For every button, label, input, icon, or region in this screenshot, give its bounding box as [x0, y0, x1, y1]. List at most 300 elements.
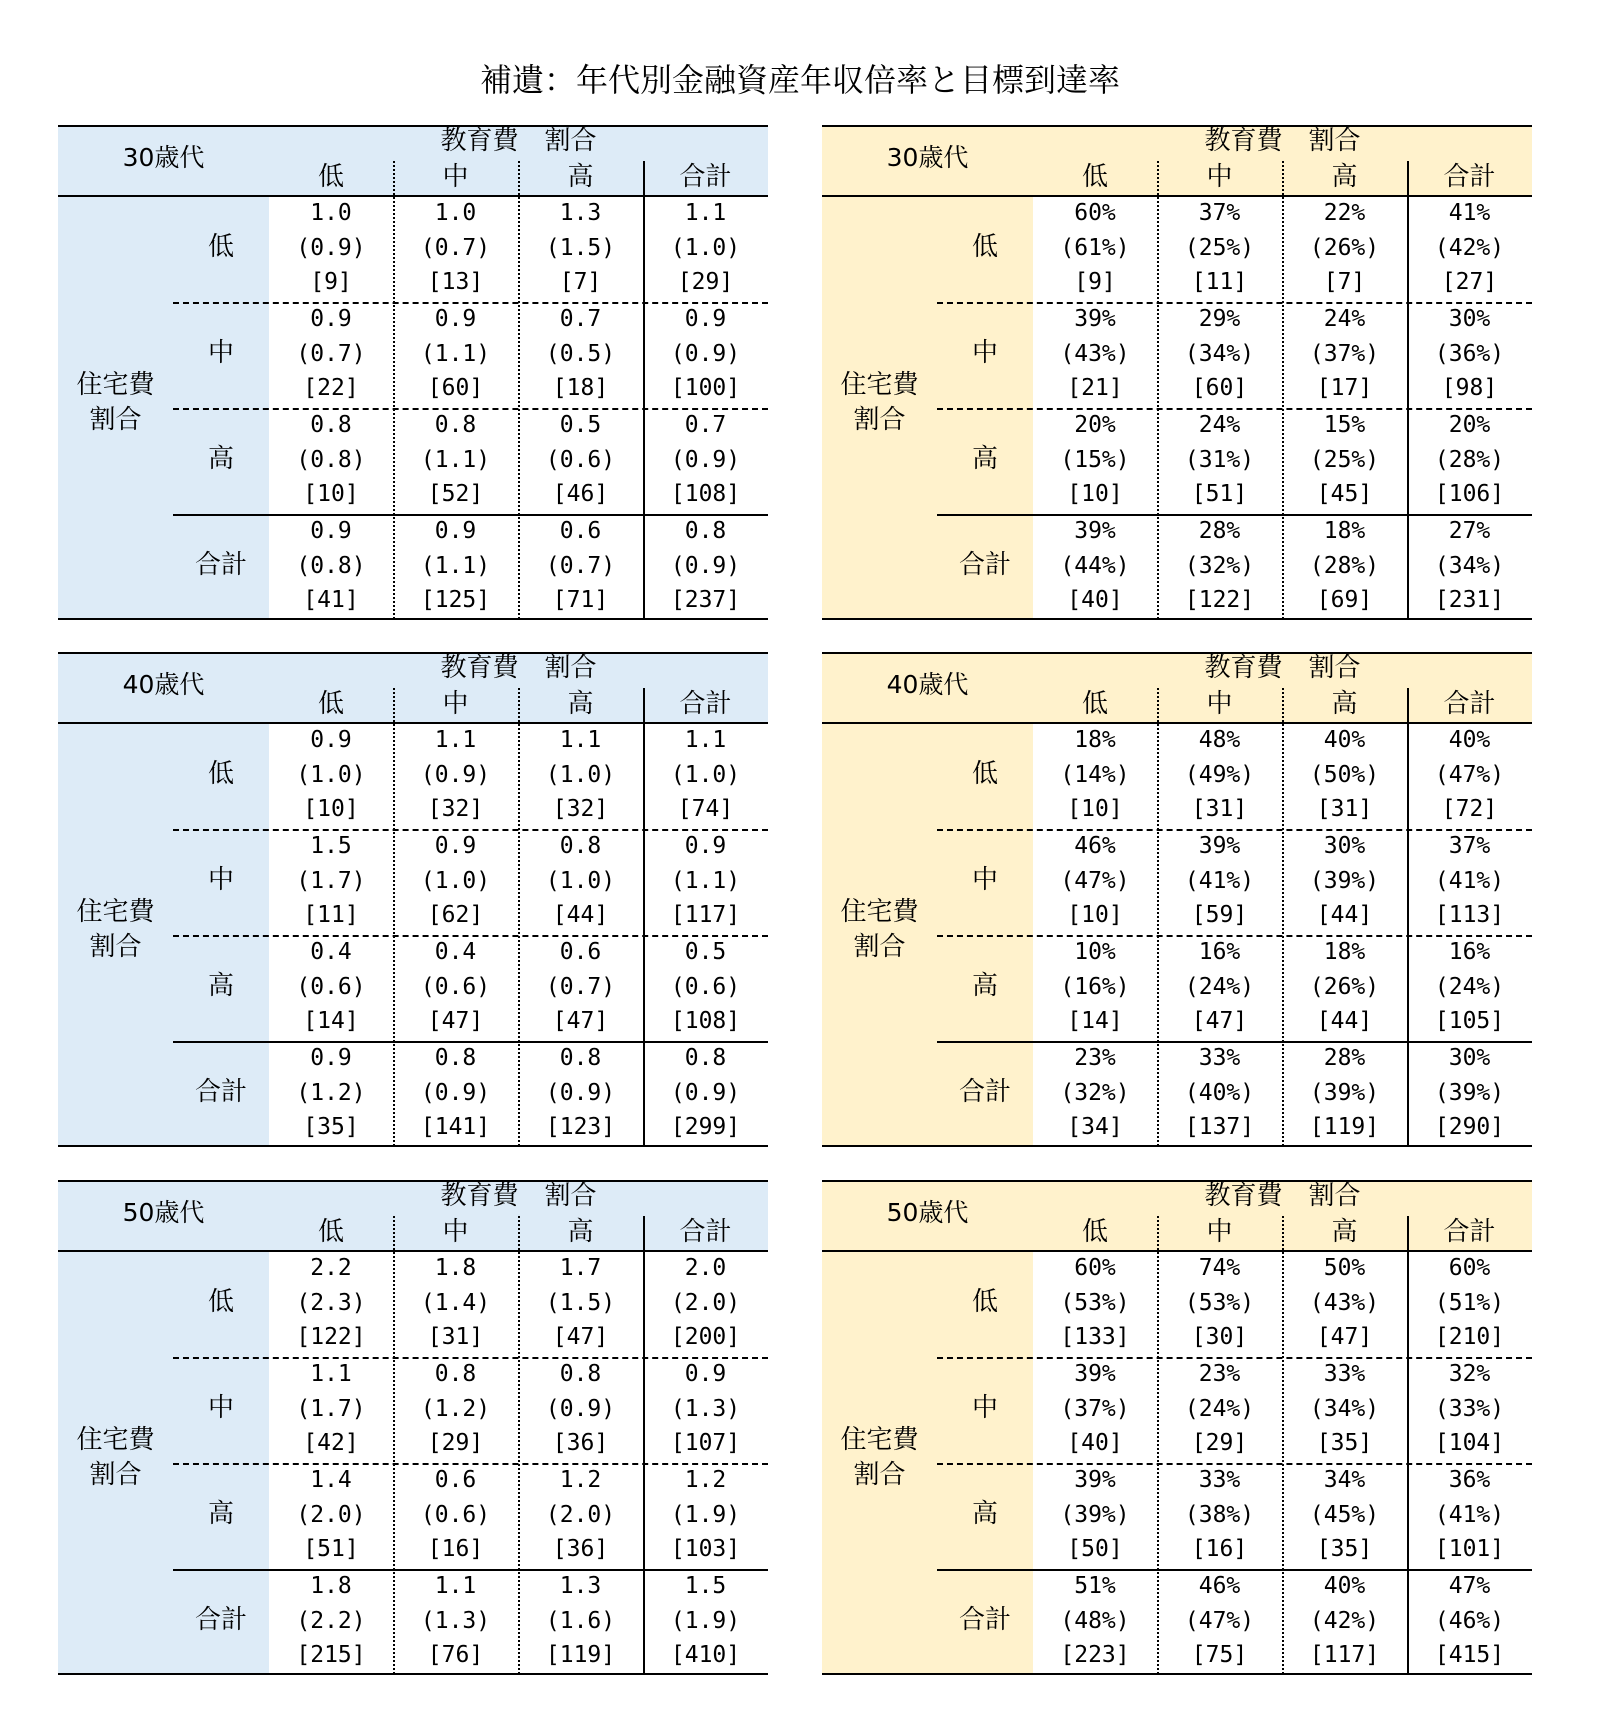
cell-mid-high-median: (37%)	[1309, 340, 1380, 367]
cell-total-low-value: 39%	[1074, 518, 1116, 544]
cell-high-low-median: (0.6)	[296, 973, 366, 1000]
cell-low-low-value: 60%	[1074, 200, 1116, 226]
cell-low-mid-median: (53%)	[1184, 1289, 1255, 1316]
cell-low-high-count: [7]	[559, 269, 602, 295]
cell-high-mid-count: [52]	[427, 481, 484, 507]
cell-low-total-value: 41%	[1448, 200, 1491, 226]
row-label-mid: 中	[971, 1393, 998, 1423]
cell-mid-low-median: (0.7)	[296, 340, 366, 367]
row-group-label-line2: 割合	[89, 932, 142, 962]
cell-low-high-median: (1.0)	[545, 761, 616, 788]
cell-low-low-median: (0.9)	[296, 234, 366, 261]
cell-total-high-median: (1.6)	[545, 1607, 616, 1634]
cell-low-mid-count: [31]	[427, 1324, 484, 1350]
cell-total-high-median: (39%)	[1309, 1079, 1380, 1106]
column-group-label: 教育費 割合	[440, 653, 597, 683]
cell-low-high-median: (1.5)	[545, 234, 616, 261]
cell-high-high-value: 18%	[1323, 939, 1366, 965]
cell-low-low-count: [10]	[303, 796, 359, 822]
cell-high-low-value: 0.8	[310, 412, 352, 438]
row-label-mid: 中	[971, 338, 998, 368]
cell-high-high-value: 34%	[1323, 1467, 1366, 1493]
cell-total-high-value: 0.6	[559, 518, 602, 544]
cell-low-mid-median: (0.7)	[420, 234, 491, 261]
row-label-high: 高	[971, 971, 998, 1001]
cell-total-high-count: [119]	[1309, 1114, 1380, 1140]
cell-mid-high-value: 0.8	[559, 833, 602, 859]
cell-total-total-median: (39%)	[1434, 1079, 1505, 1106]
cell-total-mid-median: (1.1)	[420, 552, 491, 579]
cell-total-total-count: [290]	[1434, 1114, 1505, 1140]
cell-high-total-value: 1.2	[684, 1467, 727, 1493]
row-label-total: 合計	[194, 1077, 247, 1107]
cell-total-mid-median: (1.3)	[420, 1607, 491, 1634]
cell-low-total-median: (51%)	[1434, 1289, 1505, 1316]
cell-total-high-median: (42%)	[1309, 1607, 1380, 1634]
cell-high-total-value: 0.5	[684, 939, 727, 965]
cell-mid-mid-value: 23%	[1198, 1361, 1241, 1387]
cell-high-low-value: 0.4	[310, 939, 352, 965]
cell-low-mid-median: (49%)	[1184, 761, 1255, 788]
row-label-total: 合計	[958, 1605, 1011, 1635]
cell-low-total-count: [27]	[1441, 269, 1498, 295]
cell-mid-high-value: 30%	[1323, 833, 1366, 859]
row-group-label-line1: 住宅費	[840, 1425, 919, 1455]
cell-mid-total-value: 0.9	[684, 1361, 727, 1387]
cell-low-low-median: (61%)	[1060, 234, 1130, 261]
cell-low-mid-median: (0.9)	[420, 761, 491, 788]
age-label: 30歳代	[886, 143, 969, 172]
bottom-rule	[58, 1145, 768, 1147]
row-label-low: 低	[971, 1287, 998, 1317]
table-right-0	[822, 125, 1532, 620]
cell-total-low-count: [223]	[1060, 1642, 1130, 1668]
cell-mid-total-value: 37%	[1448, 833, 1491, 859]
cell-mid-mid-median: (24%)	[1184, 1395, 1255, 1422]
cell-total-high-median: (28%)	[1309, 552, 1380, 579]
cell-low-low-value: 1.0	[310, 200, 352, 226]
table-right-1	[822, 652, 1532, 1147]
cell-total-low-count: [34]	[1067, 1114, 1123, 1140]
row-group-label-line2: 割合	[853, 932, 906, 962]
cell-high-high-median: (26%)	[1309, 973, 1380, 1000]
cell-total-mid-median: (40%)	[1184, 1079, 1255, 1106]
column-label-mid: 中	[442, 162, 469, 192]
cell-high-high-value: 0.5	[559, 412, 602, 438]
cell-total-total-count: [231]	[1434, 587, 1505, 613]
cell-low-high-value: 40%	[1323, 727, 1366, 753]
cell-total-mid-value: 28%	[1198, 518, 1241, 544]
cell-total-high-value: 18%	[1323, 518, 1366, 544]
cell-low-mid-value: 1.8	[434, 1255, 477, 1281]
cell-high-mid-count: [16]	[427, 1536, 484, 1562]
column-label-total: 合計	[679, 162, 732, 192]
cell-mid-mid-count: [59]	[1191, 902, 1248, 928]
cell-total-mid-median: (0.9)	[420, 1079, 491, 1106]
cell-total-mid-value: 46%	[1198, 1573, 1241, 1599]
cell-mid-high-value: 33%	[1323, 1361, 1366, 1387]
cell-low-mid-value: 1.0	[434, 200, 477, 226]
cell-total-mid-count: [75]	[1191, 1642, 1248, 1668]
cell-low-total-count: [29]	[677, 269, 734, 295]
cell-total-total-value: 30%	[1448, 1045, 1491, 1071]
cell-low-mid-count: [32]	[427, 796, 484, 822]
cell-total-total-median: (46%)	[1434, 1607, 1505, 1634]
cell-total-low-value: 0.9	[310, 1045, 352, 1071]
cell-high-mid-median: (0.6)	[420, 973, 491, 1000]
cell-mid-mid-median: (1.2)	[420, 1395, 491, 1422]
cell-mid-mid-count: [29]	[1191, 1430, 1248, 1456]
cell-total-mid-value: 1.1	[434, 1573, 477, 1599]
cell-total-mid-count: [137]	[1184, 1114, 1255, 1140]
row-label-mid: 中	[207, 1393, 234, 1423]
cell-high-total-count: [108]	[670, 1008, 741, 1034]
cell-mid-mid-median: (34%)	[1184, 340, 1255, 367]
column-label-mid: 中	[1206, 689, 1233, 719]
cell-high-total-count: [106]	[1434, 481, 1505, 507]
cell-total-low-median: (48%)	[1060, 1607, 1130, 1634]
cell-low-low-median: (53%)	[1060, 1289, 1130, 1316]
cell-high-mid-median: (24%)	[1184, 973, 1255, 1000]
cell-total-low-count: [215]	[296, 1642, 366, 1668]
cell-total-high-count: [123]	[545, 1114, 616, 1140]
cell-high-low-value: 1.4	[310, 1467, 352, 1493]
column-label-low: 低	[1081, 162, 1108, 192]
cell-mid-high-count: [44]	[552, 902, 609, 928]
column-label-total: 合計	[679, 689, 732, 719]
table-left-1	[58, 652, 768, 1147]
page-title: 補遺：年代別金融資産年収倍率と目標到達率	[479, 61, 1120, 99]
cell-total-high-count: [69]	[1316, 587, 1373, 613]
cell-low-high-count: [47]	[1316, 1324, 1373, 1350]
column-label-mid: 中	[442, 1217, 469, 1247]
cell-high-total-median: (24%)	[1434, 973, 1505, 1000]
cell-total-total-median: (1.9)	[670, 1607, 741, 1634]
cell-mid-total-median: (33%)	[1434, 1395, 1505, 1422]
cell-mid-mid-count: [62]	[427, 902, 484, 928]
cell-mid-mid-value: 29%	[1198, 306, 1241, 332]
cell-mid-total-count: [117]	[670, 902, 741, 928]
column-label-high: 高	[567, 1217, 594, 1247]
header-rule	[58, 722, 768, 724]
cell-low-high-median: (50%)	[1309, 761, 1380, 788]
cell-mid-total-count: [113]	[1434, 902, 1505, 928]
cell-high-total-value: 20%	[1448, 412, 1491, 438]
cell-high-mid-median: (31%)	[1184, 446, 1255, 473]
cell-total-total-count: [299]	[670, 1114, 741, 1140]
cell-mid-mid-median: (1.1)	[420, 340, 491, 367]
cell-high-total-value: 0.7	[684, 412, 727, 438]
row-group-label-line1: 住宅費	[840, 897, 919, 927]
row-group-label-line1: 住宅費	[76, 370, 155, 400]
cell-mid-mid-value: 0.8	[434, 1361, 477, 1387]
row-group-label-line2: 割合	[853, 405, 906, 435]
cell-mid-low-value: 0.9	[310, 306, 352, 332]
cell-mid-mid-count: [60]	[427, 375, 484, 401]
cell-low-low-count: [9]	[310, 269, 352, 295]
column-label-low: 低	[317, 1217, 344, 1247]
cell-mid-mid-value: 39%	[1198, 833, 1241, 859]
cell-mid-high-value: 24%	[1323, 306, 1366, 332]
cell-low-total-value: 1.1	[684, 727, 727, 753]
cell-mid-total-count: [98]	[1441, 375, 1498, 401]
cell-low-low-median: (2.3)	[296, 1289, 366, 1316]
cell-high-high-count: [44]	[1316, 1008, 1373, 1034]
cell-total-low-median: (1.2)	[296, 1079, 366, 1106]
row-label-high: 高	[207, 971, 234, 1001]
header-rule	[822, 1250, 1532, 1252]
row-label-low: 低	[207, 759, 234, 789]
cell-total-total-value: 0.8	[684, 1045, 727, 1071]
cell-high-total-median: (0.6)	[670, 973, 741, 1000]
cell-low-mid-count: [11]	[1191, 269, 1248, 295]
cell-low-high-median: (43%)	[1309, 1289, 1380, 1316]
cell-total-high-value: 0.8	[559, 1045, 602, 1071]
cell-high-high-median: (45%)	[1309, 1501, 1380, 1528]
cell-high-total-median: (0.9)	[670, 446, 741, 473]
cell-mid-high-median: (1.0)	[545, 867, 616, 894]
cell-high-mid-count: [16]	[1191, 1536, 1248, 1562]
table-left-0	[58, 125, 768, 620]
cell-total-low-count: [40]	[1067, 587, 1123, 613]
cell-low-low-count: [122]	[296, 1324, 366, 1350]
row-label-low: 低	[207, 232, 234, 262]
cell-high-low-count: [14]	[303, 1008, 359, 1034]
cell-high-low-median: (15%)	[1060, 446, 1130, 473]
cell-mid-low-value: 39%	[1074, 306, 1116, 332]
row-label-mid: 中	[207, 338, 234, 368]
cell-low-low-count: [9]	[1074, 269, 1116, 295]
table-right-2	[822, 1180, 1532, 1675]
cell-high-high-count: [46]	[552, 481, 609, 507]
cell-high-high-count: [47]	[552, 1008, 609, 1034]
row-label-high: 高	[207, 444, 234, 474]
cell-high-mid-count: [47]	[427, 1008, 484, 1034]
cell-total-high-count: [119]	[545, 1642, 616, 1668]
cell-total-total-value: 0.8	[684, 518, 727, 544]
cell-low-total-value: 60%	[1448, 1255, 1491, 1281]
cell-total-mid-value: 0.9	[434, 518, 477, 544]
cell-mid-total-median: (36%)	[1434, 340, 1505, 367]
cell-high-total-median: (28%)	[1434, 446, 1505, 473]
cell-high-high-count: [45]	[1316, 481, 1373, 507]
cell-mid-total-median: (0.9)	[670, 340, 741, 367]
cell-mid-total-count: [100]	[670, 375, 741, 401]
cell-mid-high-count: [18]	[552, 375, 609, 401]
cell-low-total-value: 40%	[1448, 727, 1491, 753]
cell-total-total-value: 1.5	[684, 1573, 727, 1599]
cell-low-mid-value: 1.1	[434, 727, 477, 753]
bottom-rule	[822, 1145, 1532, 1147]
cell-total-mid-count: [125]	[420, 587, 491, 613]
cell-total-total-value: 47%	[1448, 1573, 1491, 1599]
row-label-high: 高	[971, 1499, 998, 1529]
cell-mid-high-count: [36]	[552, 1430, 609, 1456]
cell-total-total-median: (0.9)	[670, 1079, 741, 1106]
cell-high-mid-median: (1.1)	[420, 446, 491, 473]
cell-mid-low-value: 46%	[1074, 833, 1116, 859]
cell-low-mid-median: (25%)	[1184, 234, 1255, 261]
column-label-low: 低	[1081, 689, 1108, 719]
header-rule	[58, 1250, 768, 1252]
age-label: 30歳代	[122, 143, 205, 172]
cell-low-high-median: (26%)	[1309, 234, 1380, 261]
cell-mid-low-median: (43%)	[1060, 340, 1130, 367]
cell-low-total-count: [72]	[1441, 796, 1498, 822]
cell-high-high-count: [35]	[1316, 1536, 1373, 1562]
cell-mid-mid-value: 0.9	[434, 306, 477, 332]
cell-mid-total-count: [107]	[670, 1430, 741, 1456]
cell-mid-high-median: (34%)	[1309, 1395, 1380, 1422]
row-label-mid: 中	[971, 865, 998, 895]
age-label: 40歳代	[886, 670, 969, 699]
cell-low-total-median: (1.0)	[670, 234, 741, 261]
cell-total-high-value: 28%	[1323, 1045, 1366, 1071]
cell-low-high-count: [32]	[552, 796, 609, 822]
cell-mid-high-count: [17]	[1316, 375, 1373, 401]
cell-total-mid-count: [76]	[427, 1642, 484, 1668]
cell-high-low-value: 39%	[1074, 1467, 1116, 1493]
column-group-label: 教育費 割合	[1204, 653, 1361, 683]
cell-total-low-value: 51%	[1074, 1573, 1116, 1599]
cell-high-low-median: (0.8)	[296, 446, 366, 473]
row-group-label-line2: 割合	[89, 1460, 142, 1490]
row-group-label-line2: 割合	[853, 1460, 906, 1490]
age-label: 50歳代	[122, 1198, 205, 1227]
row-label-mid: 中	[207, 865, 234, 895]
cell-total-low-count: [41]	[303, 587, 359, 613]
cell-mid-low-count: [11]	[303, 902, 359, 928]
column-label-low: 低	[1081, 1217, 1108, 1247]
cell-high-mid-value: 0.4	[434, 939, 477, 965]
cell-total-low-count: [35]	[303, 1114, 359, 1140]
cell-low-high-value: 50%	[1323, 1255, 1366, 1281]
cell-total-high-count: [117]	[1309, 1642, 1380, 1668]
age-label: 40歳代	[122, 670, 205, 699]
cell-mid-low-value: 1.5	[310, 833, 352, 859]
cell-low-mid-value: 74%	[1198, 1255, 1241, 1281]
cell-high-low-median: (39%)	[1060, 1501, 1130, 1528]
cell-low-high-count: [31]	[1316, 796, 1373, 822]
cell-mid-low-median: (47%)	[1060, 867, 1130, 894]
cell-total-mid-median: (47%)	[1184, 1607, 1255, 1634]
header-rule	[58, 195, 768, 197]
row-label-low: 低	[971, 232, 998, 262]
cell-total-low-value: 23%	[1074, 1045, 1116, 1071]
row-group-label-line1: 住宅費	[76, 897, 155, 927]
cell-total-total-count: [410]	[670, 1642, 741, 1668]
header-rule	[822, 195, 1532, 197]
cell-high-total-median: (41%)	[1434, 1501, 1505, 1528]
cell-low-low-value: 18%	[1074, 727, 1116, 753]
cell-mid-high-count: [35]	[1316, 1430, 1373, 1456]
cell-low-high-count: [7]	[1323, 269, 1366, 295]
cell-mid-mid-count: [60]	[1191, 375, 1248, 401]
cell-high-mid-value: 0.6	[434, 1467, 477, 1493]
column-group-label: 教育費 割合	[440, 126, 597, 156]
cell-low-low-median: (14%)	[1060, 761, 1130, 788]
row-label-high: 高	[207, 1499, 234, 1529]
cell-high-low-value: 10%	[1074, 939, 1116, 965]
column-label-total: 合計	[1443, 162, 1496, 192]
cell-low-total-count: [74]	[677, 796, 734, 822]
cell-mid-high-median: (0.9)	[545, 1395, 616, 1422]
cell-high-mid-value: 0.8	[434, 412, 477, 438]
row-label-total: 合計	[958, 1077, 1011, 1107]
cell-high-mid-value: 33%	[1198, 1467, 1241, 1493]
cell-low-mid-value: 37%	[1198, 200, 1241, 226]
header-rule	[822, 722, 1532, 724]
cell-high-low-count: [14]	[1067, 1008, 1123, 1034]
cell-high-low-count: [10]	[1067, 481, 1123, 507]
cell-high-total-count: [101]	[1434, 1536, 1505, 1562]
cell-low-total-value: 2.0	[684, 1255, 727, 1281]
cell-total-high-median: (0.9)	[545, 1079, 616, 1106]
cell-mid-mid-value: 0.9	[434, 833, 477, 859]
cell-mid-low-count: [22]	[303, 375, 359, 401]
column-group-label: 教育費 割合	[1204, 126, 1361, 156]
cell-high-low-value: 20%	[1074, 412, 1116, 438]
column-label-mid: 中	[1206, 162, 1233, 192]
column-label-low: 低	[317, 162, 344, 192]
cell-total-mid-count: [122]	[1184, 587, 1255, 613]
cell-high-high-median: (0.7)	[545, 973, 616, 1000]
cell-mid-low-median: (1.7)	[296, 867, 366, 894]
cell-mid-low-value: 1.1	[310, 1361, 352, 1387]
cell-total-high-value: 40%	[1323, 1573, 1366, 1599]
cell-mid-total-median: (41%)	[1434, 867, 1505, 894]
row-label-low: 低	[971, 759, 998, 789]
column-label-high: 高	[567, 689, 594, 719]
cell-high-low-count: [50]	[1067, 1536, 1123, 1562]
column-group-label: 教育費 割合	[440, 1181, 597, 1211]
cell-mid-low-value: 39%	[1074, 1361, 1116, 1387]
cell-low-low-value: 2.2	[310, 1255, 352, 1281]
cell-high-mid-count: [47]	[1191, 1008, 1248, 1034]
cell-total-low-median: (32%)	[1060, 1079, 1130, 1106]
row-group-label-line1: 住宅費	[76, 1425, 155, 1455]
cell-low-total-median: (47%)	[1434, 761, 1505, 788]
cell-high-mid-value: 24%	[1198, 412, 1241, 438]
cell-high-mid-median: (0.6)	[420, 1501, 491, 1528]
cell-high-low-median: (16%)	[1060, 973, 1130, 1000]
cell-total-total-median: (34%)	[1434, 552, 1505, 579]
cell-low-total-median: (42%)	[1434, 234, 1505, 261]
cell-low-total-median: (2.0)	[670, 1289, 741, 1316]
cell-mid-total-count: [104]	[1434, 1430, 1505, 1456]
row-label-total: 合計	[958, 550, 1011, 580]
cell-mid-mid-median: (1.0)	[420, 867, 491, 894]
cell-low-high-value: 1.3	[559, 200, 602, 226]
cell-mid-total-median: (1.3)	[670, 1395, 741, 1422]
column-label-mid: 中	[442, 689, 469, 719]
cell-total-high-median: (0.7)	[545, 552, 616, 579]
cell-high-high-value: 15%	[1323, 412, 1366, 438]
age-label: 50歳代	[886, 1198, 969, 1227]
cell-total-mid-value: 0.8	[434, 1045, 477, 1071]
cell-low-mid-median: (1.4)	[420, 1289, 491, 1316]
cell-high-total-count: [103]	[670, 1536, 741, 1562]
cell-total-high-value: 1.3	[559, 1573, 602, 1599]
cell-low-low-count: [10]	[1067, 796, 1123, 822]
cell-total-total-count: [415]	[1434, 1642, 1505, 1668]
cell-high-total-count: [105]	[1434, 1008, 1505, 1034]
cell-high-low-count: [51]	[303, 1536, 359, 1562]
column-label-mid: 中	[1206, 1217, 1233, 1247]
cell-mid-low-count: [10]	[1067, 902, 1123, 928]
cell-high-high-value: 0.6	[559, 939, 602, 965]
row-label-total: 合計	[194, 550, 247, 580]
